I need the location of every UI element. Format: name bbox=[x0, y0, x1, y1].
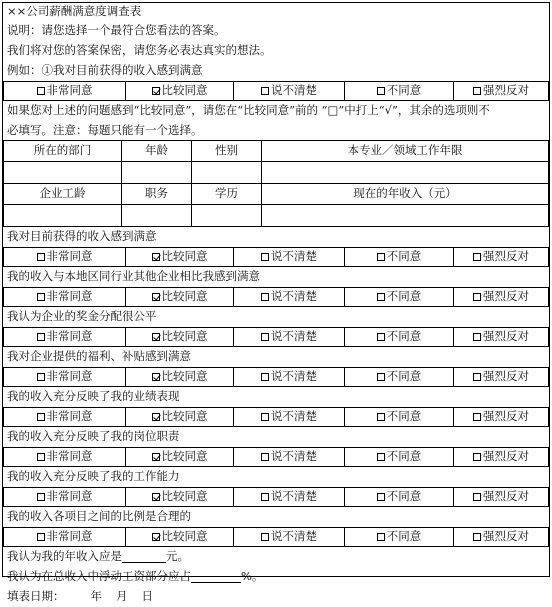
expected-income-line bbox=[3, 547, 549, 567]
expected-income-prefix: 我认为我的年收入应是 bbox=[7, 549, 122, 564]
q0-option-0[interactable] bbox=[4, 248, 126, 267]
option-label: 比较同意 bbox=[161, 369, 208, 384]
option-label: 不同意 bbox=[386, 329, 422, 344]
question-text: 我的收入充分反映了我的岗位职责 bbox=[7, 429, 180, 444]
checkbox-icon[interactable] bbox=[261, 493, 269, 501]
question-text: 我的收入各项目之间的比例是合理的 bbox=[7, 509, 191, 524]
q7-option-0[interactable] bbox=[4, 528, 126, 547]
gender-label: 性别 bbox=[192, 141, 262, 162]
checkbox-icon[interactable] bbox=[261, 293, 269, 301]
q5-option-2[interactable] bbox=[234, 448, 345, 467]
option-label: 比较同意 bbox=[161, 529, 208, 544]
checkbox-icon[interactable] bbox=[37, 493, 45, 501]
option-label: 比较同意 bbox=[161, 449, 208, 464]
example-options-row bbox=[3, 81, 549, 101]
floating-wage-prefix: 我认为在总收入中浮动工资部分应占 bbox=[7, 569, 191, 584]
checkbox-icon[interactable] bbox=[377, 493, 385, 501]
survey-form bbox=[2, 2, 550, 604]
q5-option-4[interactable] bbox=[454, 448, 549, 467]
q1-option-2[interactable] bbox=[234, 288, 345, 307]
q7-option-1[interactable] bbox=[126, 528, 234, 547]
checkbox-icon[interactable] bbox=[377, 333, 385, 341]
checked-checkbox-icon[interactable] bbox=[152, 413, 160, 421]
example-option-2[interactable] bbox=[234, 82, 345, 101]
checkbox-icon[interactable] bbox=[377, 413, 385, 421]
checked-checkbox-icon[interactable] bbox=[152, 253, 160, 261]
age-label: 年龄 bbox=[122, 141, 192, 162]
info-header-row-2 bbox=[4, 184, 549, 205]
question-text: 我的收入与本地区同行业其他企业相比我感到满意 bbox=[7, 269, 260, 284]
checkbox-icon[interactable] bbox=[377, 533, 385, 541]
question-text: 我的收入充分反映了我的工作能力 bbox=[7, 469, 180, 484]
option-label: 说不清楚 bbox=[271, 529, 317, 544]
option-label: 说不清楚 bbox=[271, 329, 317, 344]
question-text: 我的收入充分反映了我的业绩表现 bbox=[7, 389, 180, 404]
option-label: 非常同意 bbox=[46, 449, 93, 464]
work-years-field[interactable] bbox=[262, 162, 549, 184]
q4-option-4[interactable] bbox=[454, 408, 549, 427]
q4-option-3[interactable] bbox=[345, 408, 454, 427]
option-label: 不同意 bbox=[386, 369, 422, 384]
question-options-row bbox=[3, 367, 549, 387]
q3-option-2[interactable] bbox=[234, 368, 345, 387]
example-option-1[interactable] bbox=[126, 82, 234, 101]
question-text: 我对企业提供的福利、补贴感到满意 bbox=[7, 349, 191, 364]
option-label: 强烈反对 bbox=[483, 289, 529, 304]
q3-option-1[interactable] bbox=[126, 368, 234, 387]
option-label: 说不清楚 bbox=[271, 289, 317, 304]
example-option-3[interactable] bbox=[345, 82, 454, 101]
option-label: 强烈反对 bbox=[483, 449, 529, 464]
fill-date-label: 填表日期： bbox=[7, 589, 65, 604]
question-options-row bbox=[3, 447, 549, 467]
position-field[interactable] bbox=[122, 205, 192, 227]
question-options-row bbox=[3, 527, 549, 547]
checked-checkbox-icon[interactable] bbox=[152, 493, 160, 501]
checkbox-icon[interactable] bbox=[473, 253, 481, 261]
q4-option-0[interactable] bbox=[4, 408, 126, 427]
checked-checkbox-icon[interactable] bbox=[152, 533, 160, 541]
floating-wage-line bbox=[3, 567, 549, 587]
q0-option-3[interactable] bbox=[345, 248, 454, 267]
checkbox-icon[interactable] bbox=[473, 413, 481, 421]
department-field[interactable] bbox=[4, 162, 122, 184]
checkbox-icon[interactable] bbox=[473, 293, 481, 301]
example-option-4[interactable] bbox=[454, 82, 549, 101]
options-row bbox=[4, 82, 549, 101]
expected-income-input[interactable] bbox=[122, 552, 166, 563]
annual-income-label: 现在的年收入（元） bbox=[262, 184, 549, 205]
checkbox-icon[interactable] bbox=[473, 333, 481, 341]
q7-option-2[interactable] bbox=[234, 528, 345, 547]
question-list bbox=[3, 227, 549, 547]
question-options-row bbox=[3, 287, 549, 307]
checkbox-icon[interactable] bbox=[261, 253, 269, 261]
expected-income-suffix: 元。 bbox=[166, 549, 189, 564]
checked-checkbox-icon[interactable] bbox=[152, 87, 160, 95]
checkbox-icon[interactable] bbox=[473, 373, 481, 381]
option-label: 强烈反对 bbox=[483, 409, 529, 424]
option-label: 比较同意 bbox=[161, 249, 208, 264]
q5-option-3[interactable] bbox=[345, 448, 454, 467]
question-options-row bbox=[3, 247, 549, 267]
option-label: 不同意 bbox=[386, 529, 422, 544]
option-label: 说不清楚 bbox=[271, 83, 317, 98]
checkbox-icon[interactable] bbox=[377, 453, 385, 461]
fill-date-day: 日 bbox=[141, 589, 153, 604]
checkbox-icon[interactable] bbox=[261, 333, 269, 341]
position-label: 职务 bbox=[122, 184, 192, 205]
option-label: 不同意 bbox=[386, 289, 422, 304]
example-option-0[interactable] bbox=[4, 82, 126, 101]
example-question: 例如：①我对目前获得的收入感到满意 bbox=[7, 63, 203, 78]
q2-option-0[interactable] bbox=[4, 328, 126, 347]
q3-option-3[interactable] bbox=[345, 368, 454, 387]
checkbox-icon[interactable] bbox=[37, 293, 45, 301]
q1-option-1[interactable] bbox=[126, 288, 234, 307]
option-label: 比较同意 bbox=[161, 289, 208, 304]
option-label: 比较同意 bbox=[161, 409, 208, 424]
option-label: 说不清楚 bbox=[271, 369, 317, 384]
form-title: ××公司薪酬满意度调查表 bbox=[7, 4, 142, 19]
option-label: 强烈反对 bbox=[483, 249, 529, 264]
option-label: 非常同意 bbox=[46, 529, 93, 544]
department-label: 所在的部门 bbox=[4, 141, 122, 162]
option-label: 强烈反对 bbox=[483, 83, 529, 98]
q2-option-2[interactable] bbox=[234, 328, 345, 347]
option-label: 非常同意 bbox=[46, 329, 93, 344]
option-label: 非常同意 bbox=[46, 409, 93, 424]
q0-option-1[interactable] bbox=[126, 248, 234, 267]
education-field[interactable] bbox=[192, 205, 262, 227]
checkbox-icon[interactable] bbox=[37, 333, 45, 341]
question-options-row bbox=[3, 327, 549, 347]
q6-option-4[interactable] bbox=[454, 488, 549, 507]
checkbox-icon[interactable] bbox=[473, 493, 481, 501]
option-label: 强烈反对 bbox=[483, 529, 529, 544]
checkbox-icon[interactable] bbox=[377, 373, 385, 381]
option-label: 强烈反对 bbox=[483, 329, 529, 344]
checkbox-icon[interactable] bbox=[261, 533, 269, 541]
education-label: 学历 bbox=[192, 184, 262, 205]
q6-option-2[interactable] bbox=[234, 488, 345, 507]
work-years-label: 本专业／领域工作年限 bbox=[262, 141, 549, 162]
option-label: 非常同意 bbox=[46, 249, 93, 264]
question-text: 我认为企业的奖金分配很公平 bbox=[7, 309, 157, 324]
q5-option-1[interactable] bbox=[126, 448, 234, 467]
option-label: 比较同意 bbox=[161, 83, 208, 98]
checkbox-icon[interactable] bbox=[37, 533, 45, 541]
fill-date-year: 年 bbox=[90, 589, 102, 604]
checkbox-icon[interactable] bbox=[377, 293, 385, 301]
fill-date-line bbox=[3, 587, 549, 607]
option-label: 比较同意 bbox=[161, 329, 208, 344]
option-label: 强烈反对 bbox=[483, 369, 529, 384]
floating-wage-suffix: %。 bbox=[241, 569, 264, 584]
question-text: 我对目前获得的收入感到满意 bbox=[7, 229, 157, 244]
checkbox-icon[interactable] bbox=[37, 413, 45, 421]
tenure-field[interactable] bbox=[4, 205, 122, 227]
q6-option-1[interactable] bbox=[126, 488, 234, 507]
checkbox-icon[interactable] bbox=[37, 453, 45, 461]
option-label: 不同意 bbox=[386, 249, 422, 264]
option-label: 说不清楚 bbox=[271, 409, 317, 424]
option-label: 非常同意 bbox=[46, 369, 93, 384]
gender-field[interactable] bbox=[192, 162, 262, 184]
checkbox-icon[interactable] bbox=[473, 533, 481, 541]
checkbox-icon[interactable] bbox=[261, 373, 269, 381]
q2-option-1[interactable] bbox=[126, 328, 234, 347]
q5-option-0[interactable] bbox=[4, 448, 126, 467]
option-label: 不同意 bbox=[386, 489, 422, 504]
checkbox-icon[interactable] bbox=[377, 253, 385, 261]
checkbox-icon[interactable] bbox=[377, 87, 385, 95]
q0-option-4[interactable] bbox=[454, 248, 549, 267]
age-field[interactable] bbox=[122, 162, 192, 184]
option-label: 强烈反对 bbox=[483, 489, 529, 504]
option-label: 说不清楚 bbox=[271, 449, 317, 464]
q6-option-0[interactable] bbox=[4, 488, 126, 507]
q2-option-4[interactable] bbox=[454, 328, 549, 347]
checkbox-icon[interactable] bbox=[261, 413, 269, 421]
question-options-row bbox=[3, 407, 549, 427]
q7-option-3[interactable] bbox=[345, 528, 454, 547]
q1-option-0[interactable] bbox=[4, 288, 126, 307]
checked-checkbox-icon[interactable] bbox=[152, 333, 160, 341]
question-options-row bbox=[3, 487, 549, 507]
q7-option-4[interactable] bbox=[454, 528, 549, 547]
q4-option-2[interactable] bbox=[234, 408, 345, 427]
instruction-line-2: 我们将对您的答案保密，请您务必表达真实的想法。 bbox=[7, 43, 272, 58]
checked-checkbox-icon[interactable] bbox=[152, 373, 160, 381]
checkbox-icon[interactable] bbox=[473, 453, 481, 461]
checked-checkbox-icon[interactable] bbox=[152, 293, 160, 301]
checkbox-icon[interactable] bbox=[37, 253, 45, 261]
info-header-row-1 bbox=[4, 141, 549, 162]
info-input-row-2 bbox=[4, 205, 549, 227]
personal-info-table bbox=[3, 140, 549, 227]
checkbox-icon[interactable] bbox=[261, 453, 269, 461]
option-label: 说不清楚 bbox=[271, 489, 317, 504]
instruction-line-1: 说明：请您选择一个最符合您看法的答案。 bbox=[7, 23, 226, 38]
option-label: 不同意 bbox=[386, 449, 422, 464]
option-label: 非常同意 bbox=[46, 489, 93, 504]
q3-option-0[interactable] bbox=[4, 368, 126, 387]
floating-wage-input[interactable] bbox=[191, 572, 241, 583]
option-label: 非常同意 bbox=[46, 289, 93, 304]
q4-option-1[interactable] bbox=[126, 408, 234, 427]
q0-option-2[interactable] bbox=[234, 248, 345, 267]
option-label: 不同意 bbox=[386, 409, 422, 424]
checked-checkbox-icon[interactable] bbox=[152, 453, 160, 461]
q3-option-4[interactable] bbox=[454, 368, 549, 387]
checkbox-icon[interactable] bbox=[37, 87, 45, 95]
checkbox-icon[interactable] bbox=[473, 87, 481, 95]
info-input-row-1 bbox=[4, 162, 549, 184]
checkbox-icon[interactable] bbox=[261, 87, 269, 95]
instruction-note-2: 必填写。注意：每题只能有一个选择。 bbox=[7, 122, 203, 137]
fill-date-month: 月 bbox=[116, 589, 128, 604]
instruction-note-1: 如果您对上述的问题感到“比较同意”，请您在“比较同意”前的 “□”中打上“√”，其余的选项则不 bbox=[7, 103, 490, 118]
checkbox-icon[interactable] bbox=[37, 373, 45, 381]
q6-option-3[interactable] bbox=[345, 488, 454, 507]
q1-option-4[interactable] bbox=[454, 288, 549, 307]
option-label: 说不清楚 bbox=[271, 249, 317, 264]
option-label: 比较同意 bbox=[161, 489, 208, 504]
option-label: 不同意 bbox=[386, 83, 422, 98]
annual-income-field[interactable] bbox=[262, 205, 549, 227]
q2-option-3[interactable] bbox=[345, 328, 454, 347]
option-label: 非常同意 bbox=[46, 83, 93, 98]
q1-option-3[interactable] bbox=[345, 288, 454, 307]
tenure-label: 企业工龄 bbox=[4, 184, 122, 205]
